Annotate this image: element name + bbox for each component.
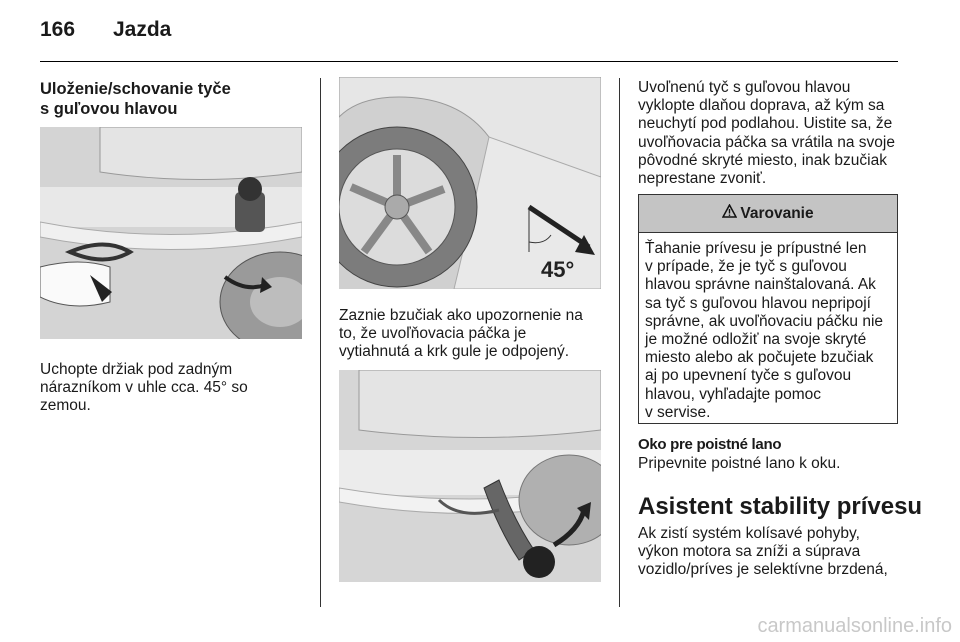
- warning-triangle-icon: [722, 204, 737, 223]
- paragraph: [638, 525, 888, 580]
- text-line: je možné odložiť na svoje skryté: [645, 331, 867, 349]
- illustration-towbar-handle: [40, 127, 302, 339]
- warning-box: [638, 194, 898, 424]
- column-divider-1: [320, 78, 321, 607]
- section-heading-line: s guľovou hlavou: [40, 100, 178, 118]
- warning-text: [639, 233, 897, 422]
- illustration-towbar-swing: [339, 370, 601, 582]
- text-line: miesto alebo ak počujete bzučiak: [645, 349, 874, 367]
- section-title: Asistent stability prívesu: [638, 493, 923, 520]
- text-line: hlavou správne nainštalovaná. Ak: [645, 276, 876, 294]
- text-line: uvoľňovacia páčka sa vrátila na svoje: [638, 133, 895, 151]
- paragraph: [40, 361, 248, 416]
- page-number: 166: [40, 18, 76, 41]
- illustration-wheel-angle: [339, 77, 601, 289]
- text-line: Zaznie bzučiak ako upozornenie na: [339, 307, 583, 324]
- text-line: Uvoľnenú tyč s guľovou hlavou: [638, 79, 851, 96]
- subheading-text: Pripevnite poistné lano k oku.: [638, 455, 841, 472]
- text-line: Uchopte držiak pod zadným: [40, 361, 233, 378]
- paragraph: [339, 307, 583, 362]
- text-line: v servise.: [645, 403, 711, 421]
- text-line: Ak zistí systém kolísavé pohyby,: [638, 525, 860, 542]
- text-line: vyklopte dlaňou doprava, až kým sa: [638, 97, 885, 115]
- text-line: neprestane zvoniť.: [638, 170, 767, 188]
- chapter-title: Jazda: [113, 18, 172, 41]
- warning-header: [639, 195, 897, 233]
- text-line: neuchytí pod podlahou. Uistite sa, že: [638, 115, 893, 133]
- text-line: hlavou, vyhľadajte pomoc: [645, 385, 821, 403]
- text-line: vozidlo/príves je selektívne brzdená,: [638, 561, 888, 579]
- text-line: pôvodné skryté miesto, inak bzučiak: [638, 151, 887, 169]
- header-rule: [40, 61, 898, 62]
- text-line: aj po upevnení tyče s guľovou: [645, 367, 852, 385]
- subheading: Oko pre poistné lano: [638, 436, 782, 453]
- warning-title: Varovanie: [740, 204, 814, 222]
- text-line: to, že uvoľňovacia páčka je: [339, 325, 527, 343]
- column-divider-2: [619, 78, 620, 607]
- paragraph: [638, 79, 895, 188]
- text-line: správne, ak uvoľňovaciu páčku nie: [645, 312, 884, 330]
- section-heading: [40, 79, 231, 119]
- text-line: zemou.: [40, 397, 91, 415]
- text-line: vytiahnutá a krk gule je odpojený.: [339, 343, 570, 361]
- angle-label: 45°: [541, 257, 575, 282]
- text-line: v prípade, že je tyč s guľovou: [645, 258, 847, 276]
- watermark: carmanualsonline.info: [757, 615, 952, 637]
- section-heading-line: Uloženie/schovanie tyče: [40, 80, 231, 98]
- text-line: sa tyč s guľovou hlavou nepripojí: [645, 294, 871, 312]
- text-line: nárazníkom v uhle cca. 45° so: [40, 379, 248, 397]
- text-line: Ťahanie prívesu je prípustné len: [645, 240, 867, 257]
- text-line: výkon motora sa zníži a súprava: [638, 543, 861, 561]
